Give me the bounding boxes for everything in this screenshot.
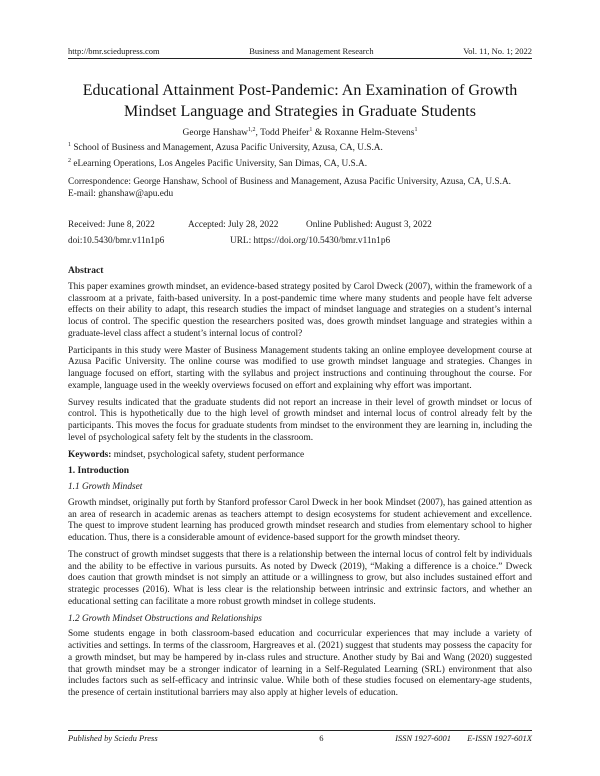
affiliation-2 — [68, 158, 532, 170]
correspondence — [68, 176, 532, 200]
introduction-heading: 1. Introduction — [68, 466, 130, 477]
header-divider — [68, 58, 532, 59]
author-1: George Hanshaw — [182, 128, 249, 138]
page-number: 6 — [319, 733, 324, 743]
running-header — [68, 46, 532, 56]
accepted-date: Accepted: July 28, 2022 — [188, 220, 279, 230]
author-list — [68, 127, 532, 139]
keywords — [68, 450, 532, 462]
affiliation-1-text: School of Business and Management, Azusa Pacific University, Azusa, CA, U.S.A. — [71, 143, 383, 153]
subsection-heading-1-2: 1.2 Growth Mindset Obstructions and Relationships — [68, 613, 262, 624]
doi-url-link[interactable]: URL: https://doi.org/10.5430/bmr.v11n1p6 — [230, 236, 391, 246]
paper-title: Educational Attainment Post-Pandemic: An Examination of Growth Mindset Language and Strategies in Graduate Students — [82, 82, 518, 120]
author-3: Roxanne Helm-Stevens — [324, 128, 415, 138]
online-published-date: Online Published: August 3, 2022 — [306, 220, 432, 230]
affiliation-2-sup: 2 — [68, 157, 71, 164]
page-footer — [68, 733, 532, 743]
eissn: E-ISSN 1927-601X — [467, 733, 532, 743]
journal-name: Business and Management Research — [249, 46, 374, 56]
issn: ISSN 1927-6001 — [395, 733, 452, 743]
abstract-paragraph-1: This paper examines growth mindset, an evidence-based strategy posited by Carol Dweck (2007), within the framework of a classroom at a private, faith-based university. In a post-pandemic time where many students and people have felt adverse effects on their ability to adapt, this research studies the impact of mindset language and strategies on a student’s internal locus of control. The specific question the researchers posited was, does growth mindset language and strategies within a graduate-level class affect a student’s internal locus of control? — [68, 281, 532, 339]
correspondence-email[interactable]: E-mail: ghanshaw@apu.edu — [68, 189, 174, 199]
author-2: Todd Pheifer — [260, 128, 310, 138]
intro-paragraph-1: Growth mindset, originally put forth by Stanford professor Carol Dweck in her book Mindset (2007), has gained attention as an area of research in academic arenas as teachers attempt to design ecosystems for student achievement and excellence. The quest to improve student learning has produced growth mindset research and studies from elementary school to higher education. Thus, there is a considerable amount of evidence-based support for the growth mindset theory. — [68, 497, 532, 543]
abstract-paragraph-2: Participants in this study were Master of Business Management students taking an online employee development course at Azusa Pacific University. The online course was modified to use growth mindset language and strategies. Changes in language focused on effort, starting with the syllabus and project instructions and continuing throughout the course. For example, language used in the weekly overviews focused on effort and explaining why effort was important. — [68, 345, 532, 391]
author-separator: & — [312, 128, 325, 138]
affiliation-1 — [68, 142, 532, 154]
volume-info: Vol. 11, No. 1; 2022 — [463, 46, 532, 56]
doi: doi:10.5430/bmr.v11n1p6 — [68, 236, 165, 246]
footer-divider — [68, 730, 532, 731]
author-separator: , — [255, 128, 261, 138]
keywords-text: mindset, psychological safety, student performance — [111, 449, 305, 460]
intro-paragraph-2: The construct of growth mindset suggests that there is a relationship between the internal locus of control felt by individuals and the ability to be effective in various pursuits. As noted by Dweck (2019), “Making a difference is a choice.” Dweck does caution that growth mindset is not simply an attitude or a willingness to grow, but also includes sustained effort and strategic processes (2016). What is less clear is the relationship between intrinsic and extrinsic factors, and whether an educational setting can facilitate a more robust growth mindset in college students. — [68, 549, 532, 607]
article-body — [68, 266, 532, 705]
author-3-affil: 1 — [414, 126, 418, 133]
affiliation-1-sup: 1 — [68, 141, 71, 148]
publisher: Published by Sciedu Press — [68, 733, 158, 743]
subsection-heading-1-1: 1.1 Growth Mindset — [68, 482, 143, 492]
received-date: Received: June 8, 2022 — [68, 220, 155, 230]
issn-info — [395, 733, 532, 743]
abstract-paragraph-3: Survey results indicated that the graduate students did not report an increase in their level of growth mindset or locus of control. This is hypothetically due to the high level of growth mindset and internal locus of control already felt by the participants. This moves the focus for graduate students from mindset to the environment they are learning in, including the level of psychological safety felt by the students in the classroom. — [68, 397, 532, 443]
author-2-affil: 1 — [309, 126, 313, 133]
correspondence-address: Correspondence: George Hanshaw, School of Business and Management, Azusa Pacific University, Azusa, CA, U.S.A. — [68, 177, 511, 187]
abstract-heading: Abstract — [68, 266, 104, 276]
author-1-affil: 1,2 — [248, 126, 256, 133]
intro-paragraph-3: Some students engage in both classroom-based education and cocurricular experiences that may include a variety of activities and settings. In terms of the classroom, Hargreaves et al. (2021) suggest that students may possess the capacity for a growth mindset, but may be hampered by in-class rules and structure. Another study by Bai and Wang (2020) suggested that growth mindset may be a stronger indicator of learning in a Self-Regulated Learning (SRL) environment that also includes factors such as self-efficacy and intrinsic value. While both of these studies focused on elementary-age students, the presence of certain institutional barriers may also apply at higher levels of education. — [68, 629, 532, 698]
keywords-label: Keywords: — [68, 449, 112, 460]
affiliation-2-text: eLearning Operations, Los Angeles Pacific University, San Dimas, CA, U.S.A. — [71, 159, 368, 169]
journal-url-link[interactable]: http://bmr.sciedupress.com — [68, 46, 160, 56]
